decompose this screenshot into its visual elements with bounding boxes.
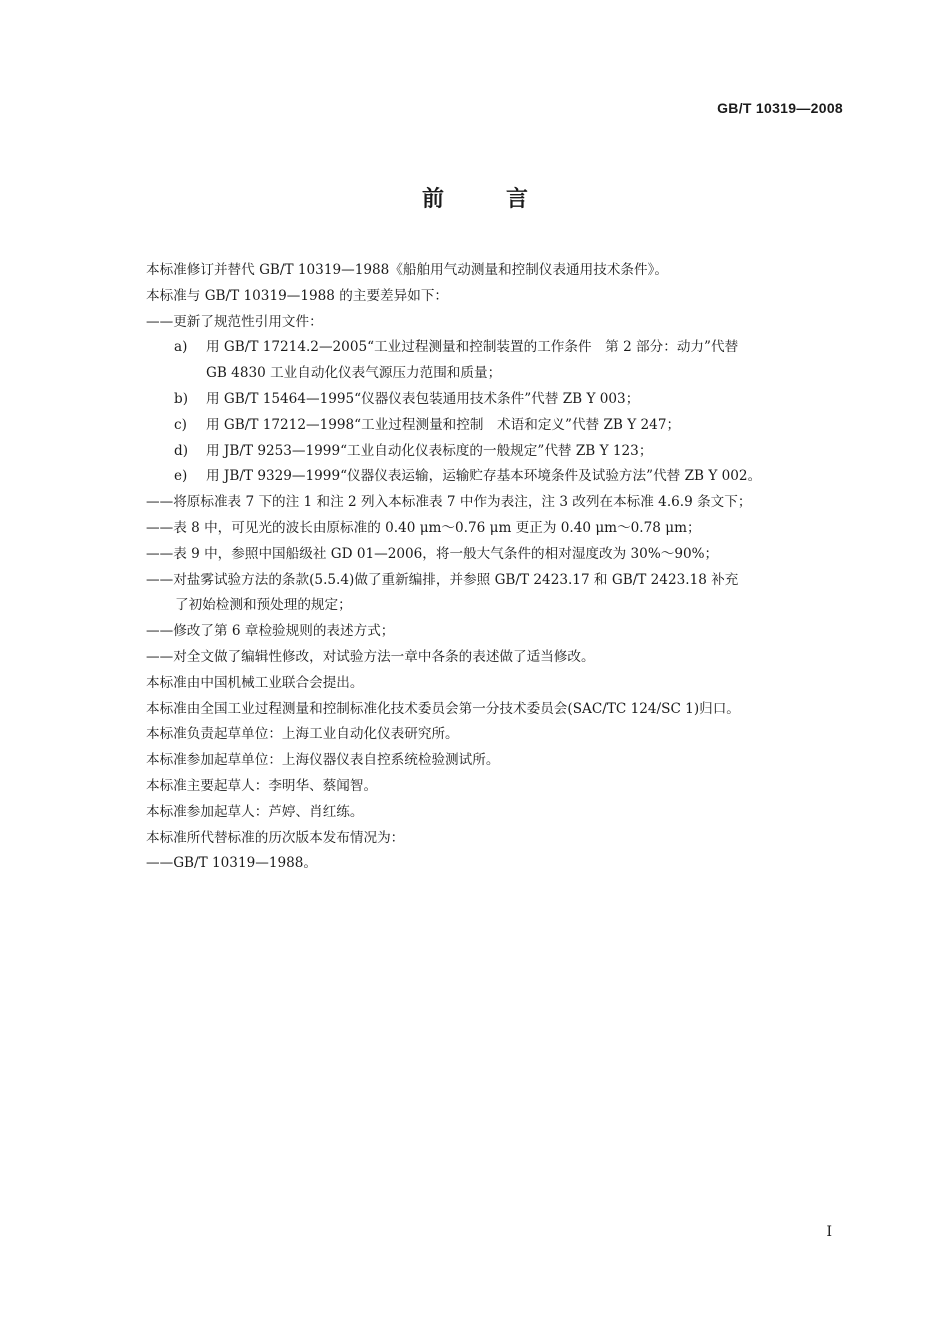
paragraph-proposer: 本标准由中国机械工业联合会提出。: [146, 674, 364, 691]
paragraph-participating-drafter: 本标准参加起草单位：上海仪器仪表自控系统检验测试所。: [146, 752, 500, 769]
dash-item-inspection-rules: ——修改了第 6 章检验规则的表述方式；: [146, 623, 395, 640]
list-marker: a): [174, 339, 188, 356]
list-item-text: 用 GB/T 17214.2—2005“工业过程测量和控制装置的工作条件 第 2 部分：动力”代替: [206, 339, 739, 356]
paragraph-responsible-drafter: 本标准负责起草单位：上海工业自动化仪表研究所。: [146, 726, 459, 743]
dash-item-previous-version: ——GB/T 10319—1988。: [146, 855, 318, 872]
list-item-c: [146, 413, 846, 439]
dash-item-table9-humidity: ——表 9 中，参照中国船级社 GD 01—2006，将一般大气条件的相对湿度改为 30%～90%；: [146, 545, 719, 562]
list-item-text: 用 GB/T 17212—1998“工业过程测量和控制 术语和定义”代替 ZB Y 247；: [206, 416, 681, 433]
paragraph-main-drafters: 本标准主要起草人：李明华、蔡闻智。: [146, 777, 378, 794]
dash-item-editorial: ——对全文做了编辑性修改，对试验方法一章中各条的表述做了适当修改。: [146, 648, 595, 665]
paragraph-participating-drafters: 本标准参加起草人：芦婷、肖红练。: [146, 803, 364, 820]
page-title: 前言: [421, 187, 590, 212]
list-marker: c): [174, 416, 187, 433]
list-marker: d): [174, 442, 189, 459]
paragraph-differences-intro: 本标准与 GB/T 10319—1988 的主要差异如下：: [146, 287, 449, 304]
page-number: I: [826, 1224, 832, 1240]
dash-item-salt-spray: ——对盐雾试验方法的条款(5.5.4)做了重新编排，并参照 GB/T 2423.17 和 GB/T 2423.18 补充: [146, 571, 739, 588]
list-item-e: [146, 464, 846, 490]
dash-item-salt-spray-continued: 了初始检测和预处理的规定；: [175, 597, 352, 614]
paragraph-committee: 本标准由全国工业过程测量和控制标准化技术委员会第一分技术委员会(SAC/TC 124/SC 1)归口。: [146, 700, 740, 717]
list-item-a: [146, 335, 846, 361]
list-item-text: 用 JB/T 9329—1999“仪器仪表运输，运输贮存基本环境条件及试验方法”代替 ZB Y 002。: [206, 468, 762, 485]
dash-item-references: ——更新了规范性引用文件：: [146, 313, 323, 330]
list-item-text: 用 JB/T 9253—1999“工业自动化仪表标度的一般规定”代替 ZB Y 123；: [206, 442, 653, 459]
list-marker: b): [174, 390, 189, 407]
list-item-a-continued: GB 4830 工业自动化仪表气源压力范围和质量；: [206, 365, 502, 382]
list-item-d: [146, 439, 846, 465]
paragraph-version-history: 本标准所代替标准的历次版本发布情况为：: [146, 829, 405, 846]
dash-item-table8-wavelength: ——表 8 中，可见光的波长由原标准的 0.40 μm～0.76 μm 更正为 0.40 μm～0.78 μm；: [146, 519, 701, 536]
list-item-b: [146, 387, 846, 413]
paragraph-replacement: 本标准修订并替代 GB/T 10319—1988《船舶用气动测量和控制仪表通用技术条件》。: [146, 262, 668, 278]
dash-item-table7-notes: ——将原标准表 7 下的注 1 和注 2 列入本标准表 7 中作为表注，注 3 改列在本标准 4.6.9 条文下；: [146, 494, 752, 511]
standard-number: GB/T 10319—2008: [717, 100, 843, 116]
foreword-body: [146, 258, 846, 877]
list-marker: e): [174, 468, 188, 485]
list-item-text: 用 GB/T 15464—1995“仪器仪表包装通用技术条件”代替 ZB Y 003；: [206, 390, 640, 407]
